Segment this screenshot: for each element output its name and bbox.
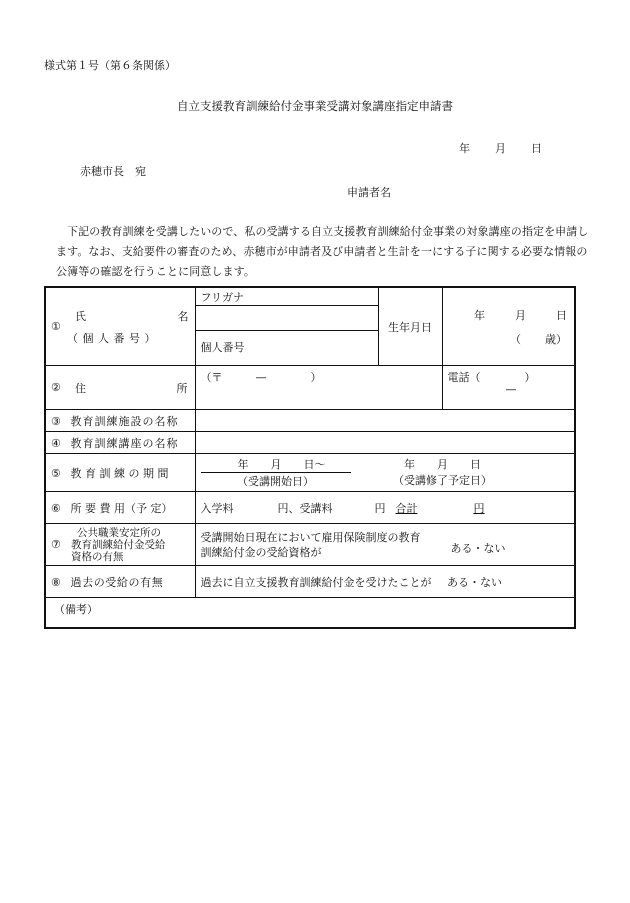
applicant-name-label: 申請者名 <box>347 186 391 199</box>
past-receipt-field[interactable]: 過去に自立支援教育訓練給付金を受けたことが ある・ない <box>195 566 575 598</box>
row-address <box>45 366 575 410</box>
cost-field[interactable]: 入学料 円、受講料 円 合計 円 <box>195 492 575 524</box>
course-field[interactable] <box>195 432 575 454</box>
eligibility-choice[interactable]: ある・ない <box>450 541 506 555</box>
row-cost <box>45 492 575 524</box>
past-receipt-choice[interactable]: ある・ない <box>447 575 502 589</box>
date-year: 年 <box>459 142 470 155</box>
num-1: ① <box>51 320 61 333</box>
row-remarks <box>45 598 575 628</box>
date-day: 日 <box>531 142 542 155</box>
label-period: ⑤ 教 育 訓 練 の 期 間 <box>45 454 195 492</box>
intro-paragraph: 下記の教育訓練を受講したいので、私の受講する自立支援教育訓練給付金事業の対象講座の指定を申請します。なお、支給要件の審査のため、赤穂市が申請者及び申請者と生計を一にする子に関する必要な情報の公簿等の確認を行うことに同意します。 <box>56 225 589 278</box>
row-past-receipt <box>45 566 575 598</box>
facility-field[interactable] <box>195 410 575 432</box>
total-cost: 合計 円 <box>395 501 485 515</box>
form-number: 様式第１号（第６条関係） <box>44 59 176 72</box>
name-mynumber-field[interactable]: 個人番号 <box>195 306 378 366</box>
application-date <box>459 140 542 156</box>
label-address: ② 住 所 <box>45 366 195 410</box>
dob-label: 生年月日 <box>378 287 442 366</box>
dob-field[interactable]: 年 月 日 （ 歳） <box>442 287 575 366</box>
label-cost: ⑥ 所 要 費 用（予 定） <box>45 492 195 524</box>
row-course <box>45 432 575 454</box>
period-field[interactable]: 年 月 日～ （受講開始日） 年 月 日 （受講修了予定日） <box>195 454 575 492</box>
row-period <box>45 454 575 492</box>
address-field[interactable]: （〒 — ） <box>195 366 442 410</box>
row-name-furigana <box>45 287 575 306</box>
label-past-receipt: ⑧ 過去の受給の有無 <box>45 566 195 598</box>
furigana-field[interactable]: フリガナ <box>195 287 378 306</box>
eligibility-field[interactable]: 受講開始日現在において雇用保険制度の教育 訓練給付金の受給資格が ある・ない <box>195 524 575 566</box>
application-table <box>44 286 576 629</box>
addressee: 赤穂市長 宛 <box>80 165 146 178</box>
page-title: 自立支援教育訓練給付金事業受講対象講座指定申請書 <box>177 99 453 113</box>
label-name: ① 氏 名 （ 個 人 番 号 ） <box>45 287 195 366</box>
phone-field[interactable]: 電話（ ） — <box>442 366 575 410</box>
remarks-field[interactable]: （備考） <box>45 598 575 628</box>
row-facility <box>45 410 575 432</box>
row-eligibility <box>45 524 575 566</box>
label-course: ④ 教育訓練講座の名称 <box>45 432 195 454</box>
label-eligibility: ⑦ 公共職業安定所の 教育訓練給付金受給 資格の有無 <box>45 524 195 566</box>
date-month: 月 <box>495 142 506 155</box>
label-facility: ③ 教育訓練施設の名称 <box>45 410 195 432</box>
